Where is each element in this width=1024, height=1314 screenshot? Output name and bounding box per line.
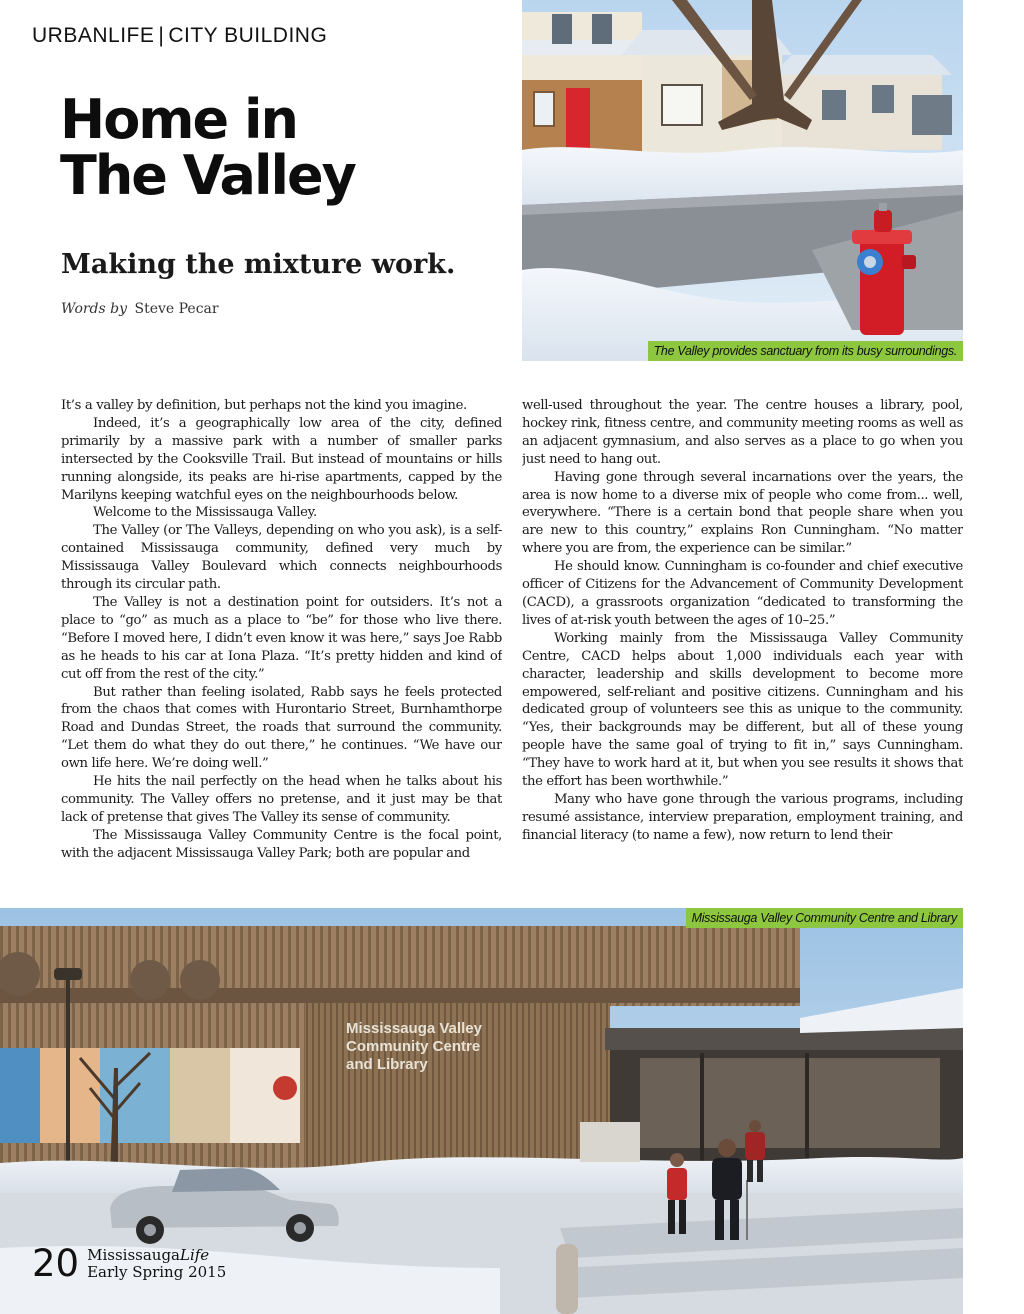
- body-column-2: [522, 397, 963, 862]
- section-secondary: CITY BUILDING: [168, 24, 328, 47]
- top-photo: [522, 0, 963, 361]
- paragraph: Welcome to the Mississauga Valley.: [93, 505, 317, 521]
- section-divider: |: [158, 24, 165, 47]
- magazine-name-italic: Life: [180, 1246, 210, 1264]
- page-footer: [32, 1244, 226, 1284]
- byline: [61, 301, 219, 317]
- paragraph: Many who have gone through the various programs, including resumé assistance, interview preparation, employment training, and financial literacy (to name a few), now return to lend their: [522, 791, 963, 843]
- publication-info: [87, 1247, 226, 1281]
- magazine-name-regular: Mississauga: [87, 1246, 180, 1264]
- top-photo-caption: The Valley provides sanctuary from its busy surroundings.: [648, 341, 963, 361]
- headline-line-1: Home in: [60, 88, 297, 151]
- issue-date: Early Spring 2015: [87, 1263, 227, 1281]
- paragraph: He hits the nail perfectly on the head when he talks about his community. The Valley offers no pretense, and it just may be that lack of pretense that gives The Valley its sense of community.: [61, 774, 502, 825]
- paragraph: Indeed, it’s a geographically low area of the city, defined primarily by a massive park with a number of smaller parks intersected by the Cooksville Trail. But instead of mountains or hills running alongside, its peaks are hi-rise apartments, capped by the Marilyns keeping watchful eyes on the neighbourhoods below.: [61, 415, 502, 503]
- page-number: 20: [32, 1242, 80, 1285]
- paragraph: The Valley (or The Valleys, depending on who you ask), is a self-contained Mississauga community, defined very much by Mississauga Valley Boulevard which connects neighbourhoods through its circular path.: [61, 523, 502, 593]
- section-primary: URBANLIFE: [32, 24, 155, 47]
- paragraph: The Valley is not a destination point for outsiders. It’s not a place to “go” as much as a place to “be” for those who live there. “Before I moved here, I didn’t even know it was here,” says Joe Rabb as he heads to his car at Iona Plaza. “It’s pretty hidden and kind of cut off from the rest of the city.”: [61, 594, 502, 682]
- headline: [60, 88, 480, 207]
- body-column-1: [61, 397, 502, 862]
- byline-author: Steve Pecar: [134, 301, 219, 317]
- building-sign-line-3: and Library: [346, 1056, 428, 1073]
- paragraph: Working mainly from the Mississauga Valley Community Centre, CACD helps about 1,000 individuals each year with character, leadership and skills development to become more empowered, self-reliant and positive citizens. Cunningham and his dedicated group of volunteers see this as unique to the community. “Yes, their backgrounds may be different, but all of these young people have the same goal of trying to fit in,” says Cunningham. “They have to work hard at it, but when you see results it shows that the effort has been worthwhile.”: [522, 630, 963, 790]
- winter-street-illustration: [522, 0, 963, 361]
- paragraph: It’s a valley by definition, but perhaps not the kind you imagine.: [61, 398, 467, 413]
- paragraph: He should know. Cunningham is co-founder and chief executive officer of Citizens for the Advancement of Community Development (CACD), a grassroots organization “dedicated to transforming the lives of at-risk youth between the ages of 10–25.”: [522, 559, 963, 628]
- paragraph: The Mississauga Valley Community Centre is the focal point, with the adjacent Mississauga Valley Park; both are popular and: [61, 827, 502, 861]
- paragraph: well-used throughout the year. The centre houses a library, pool, hockey rink, fitness centre, and community meeting rooms as well as an adjacent gymnasium, and also serves as a place to go when you just need to hang out.: [522, 398, 963, 467]
- section-label: [32, 24, 327, 48]
- headline-line-2: The Valley: [60, 144, 355, 207]
- byline-prefix: Words by: [61, 301, 128, 317]
- magazine-name: [87, 1247, 226, 1264]
- paragraph: Having gone through several incarnations over the years, the area is now home to a diverse mix of people who come from... well, everywhere. “There is a certain bond that people share when you are new to this country,” explains Ron Cunningham. “No matter where you are from, the experience can be similar.”: [522, 469, 963, 557]
- building-sign-line-2: Community Centre: [346, 1038, 481, 1055]
- deck: Making the mixture work.: [61, 249, 456, 280]
- paragraph: But rather than feeling isolated, Rabb says he feels protected from the chaos that comes with Hurontario Street, Burnhamthorpe Road and Dundas Street, the roads that surround the community. “Let them do what they do out there,” he continues. “We have our own life here. We’re doing well.”: [61, 684, 502, 772]
- building-sign-line-1: Mississauga Valley: [346, 1020, 482, 1037]
- bottom-photo-caption: Mississauga Valley Community Centre and Library: [686, 908, 963, 928]
